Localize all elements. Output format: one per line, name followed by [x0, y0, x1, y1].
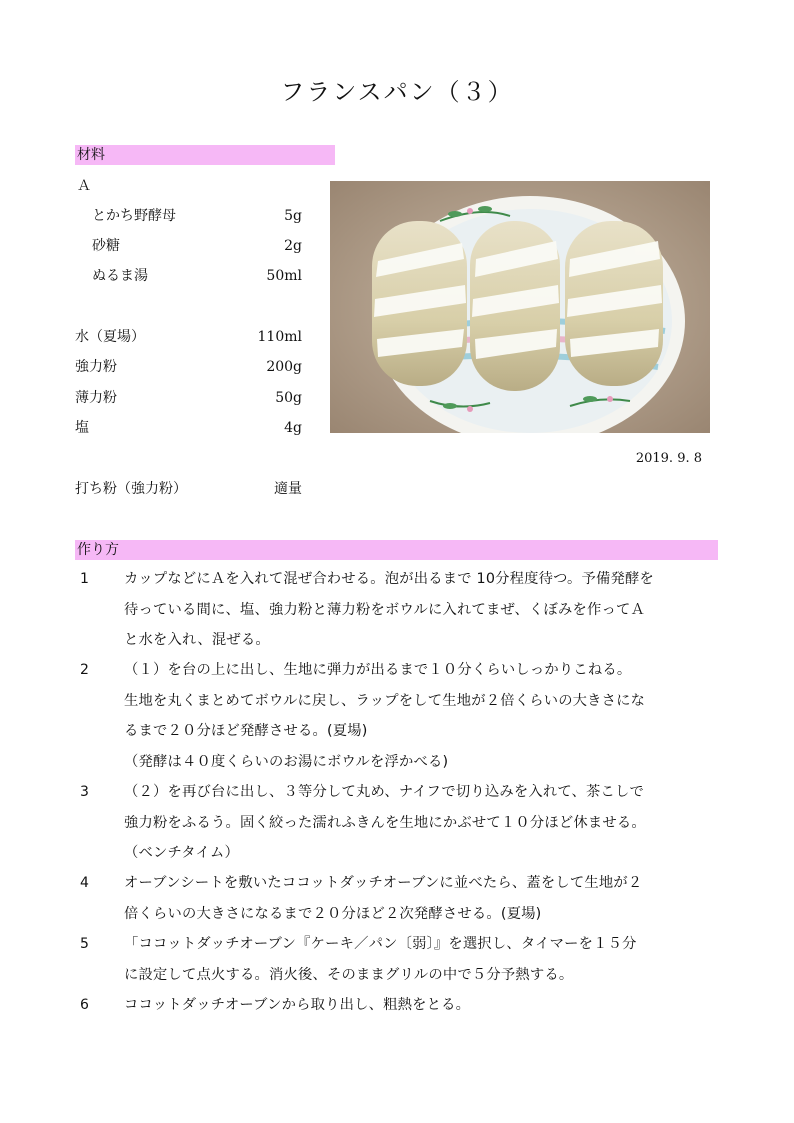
- ingredient-amount: 4g: [284, 420, 302, 436]
- ingredient-amount: 適量: [274, 481, 302, 497]
- step-line: 待っている間に、塩、強力粉と薄力粉をボウルに入れてまぜ、くぼみを作ってＡ: [124, 601, 646, 618]
- ingredient-amount: 200g: [266, 359, 302, 375]
- step-number: 6: [80, 997, 89, 1013]
- ingredient-amount: 50g: [275, 390, 302, 406]
- ingredient-name: 薄力粉: [75, 390, 117, 406]
- ingredient-amount: 2g: [284, 238, 302, 254]
- ingredient-name: ぬるま湯: [92, 268, 148, 284]
- step-line: （発酵は４０度くらいのお湯にボウルを浮かべる): [124, 753, 449, 770]
- step-line: るまで２０分ほど発酵させる。(夏場): [124, 723, 368, 739]
- ingredient-name: 強力粉: [75, 359, 117, 375]
- materials-header: 材料: [75, 145, 335, 165]
- step-line: ココットダッチオーブンから取り出し、粗熱をとる。: [124, 997, 471, 1013]
- step-line: オーブンシートを敷いたココットダッチオーブンに並べたら、蓋をして生地が２: [124, 875, 643, 891]
- step-line: 「ココットダッチオーブン『ケーキ／パン〔弱〕』を選択し、タイマーを１５分: [124, 936, 637, 952]
- bread-photo: [330, 181, 710, 433]
- step-text: [124, 777, 720, 869]
- step-line: と水を入れ、混ぜる。: [124, 632, 270, 648]
- photo-date: 2019. 9. 8: [635, 451, 702, 466]
- step-line: 強力粉をふるう。固く絞った濡れふきんを生地にかぶせて１０分ほど休ませる。: [124, 814, 646, 831]
- step-line: （１）を台の上に出し、生地に弾力が出るまで１０分くらいしっかりこねる。: [124, 662, 632, 678]
- ingredient-group-a-label: Ａ: [77, 178, 91, 194]
- ingredient-name: とかち野酵母: [92, 208, 176, 224]
- step-line: （ベンチタイム）: [124, 845, 239, 861]
- ingredient-amount: 5g: [284, 208, 302, 224]
- ingredient-name: 打ち粉（強力粉）: [75, 481, 187, 497]
- ingredient-amount: 110ml: [257, 329, 302, 345]
- step-text: [124, 868, 720, 929]
- step-line: （２）を再び台に出し、３等分して丸め、ナイフで切り込みを入れて、茶こしで: [124, 784, 645, 800]
- ingredient-name: 水（夏場）: [75, 329, 145, 345]
- step-text: [124, 929, 720, 990]
- step-number: 1: [80, 571, 89, 587]
- ingredient-name: 塩: [75, 420, 89, 436]
- step-text: [124, 990, 720, 1021]
- ingredient-amount: 50ml: [266, 268, 302, 284]
- step-text: [124, 655, 720, 777]
- step-line: に設定して点火する。消火後、そのままグリルの中で５分予熱する。: [124, 966, 574, 983]
- step-text: [124, 564, 720, 656]
- step-line: カップなどにＡを入れて混ぜ合わせる。泡が出るまで 10分程度待つ。予備発酵を: [124, 571, 655, 587]
- step-number: 5: [80, 936, 89, 952]
- step-number: 2: [80, 662, 89, 678]
- step-number: 3: [80, 784, 89, 800]
- ingredient-name: 砂糖: [92, 238, 120, 254]
- step-number: 4: [80, 875, 89, 891]
- method-header: 作り方: [75, 540, 718, 560]
- step-line: 倍くらいの大きさになるまで２０分ほど２次発酵させる。(夏場): [124, 905, 542, 922]
- step-line: 生地を丸くまとめてボウルに戻し、ラップをして生地が２倍くらいの大きさにな: [124, 692, 646, 709]
- page-title: フランスパン（３）: [280, 78, 514, 106]
